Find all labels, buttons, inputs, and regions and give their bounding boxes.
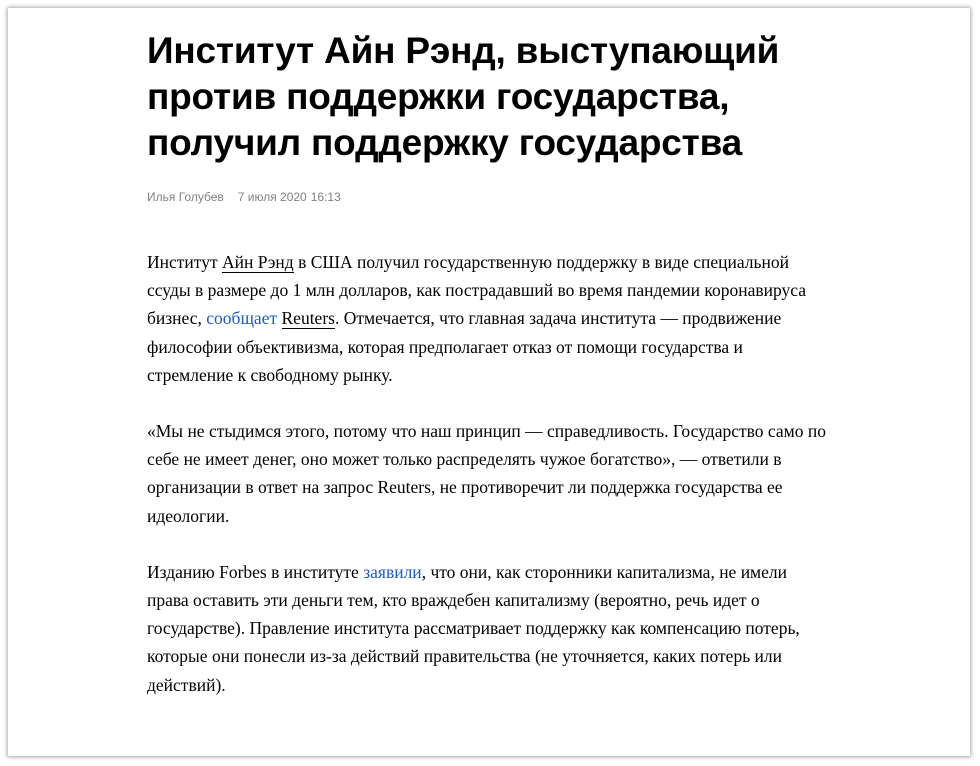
paragraph-2: [147, 417, 827, 530]
source-link-reports[interactable]: сообщает: [206, 308, 278, 329]
p3-text-2: , что они, как сторонники капитализма, не имели права оставить эти деньги тем, кто враждебен капитализму (вероятно, речь идет о государстве). Правление института рассматривает поддержку как компенсацию потерь, которые они понесли из-за действий правительства (не уточняется, каких потерь или действий).: [147, 561, 800, 695]
p3-text-1: Изданию Forbes в институте: [147, 561, 364, 582]
p1-text-3: [277, 308, 281, 328]
publish-datetime: [238, 190, 341, 204]
article-body: [147, 248, 827, 699]
paragraph-3: [147, 558, 827, 699]
article: [147, 28, 827, 727]
page-frame: [8, 8, 970, 756]
p2-text: «Мы не стыдимся этого, потому что наш принцип — справедливость. Государство само по себе не имеет денег, оно может только распределять чужое богатство», — ответили в организации в ответ на запрос Reuters, не противоречит ли поддержка государства ее идеологии.: [147, 421, 826, 526]
article-title: Институт Айн Рэнд, выступающий против поддержки государства, получил поддержку государства: [147, 30, 780, 163]
author-link[interactable]: Илья Голубев: [147, 190, 224, 204]
publish-time: 16:13: [310, 190, 341, 204]
reuters-link[interactable]: Reuters: [281, 308, 335, 329]
p1-text-1: Институт: [147, 252, 222, 272]
article-meta: [147, 190, 827, 204]
source-link-stated[interactable]: заявили: [363, 561, 422, 582]
p1-text-2: в США получил государственную поддержку в виде специальной ссуды в размере до 1 млн долларов, как пострадавший во время пандемии коронавируса бизнес,: [147, 252, 807, 329]
paragraph-1: [147, 248, 827, 389]
ayn-rand-link[interactable]: Айн Рэнд: [221, 252, 294, 272]
publish-date: 7 июля 2020: [237, 190, 307, 204]
p1-text-4: . Отмечается, что главная задача института — продвижение философии объективизма, которая предполагает отказ от помощи государства и стремление к свободному рынку.: [147, 308, 782, 385]
